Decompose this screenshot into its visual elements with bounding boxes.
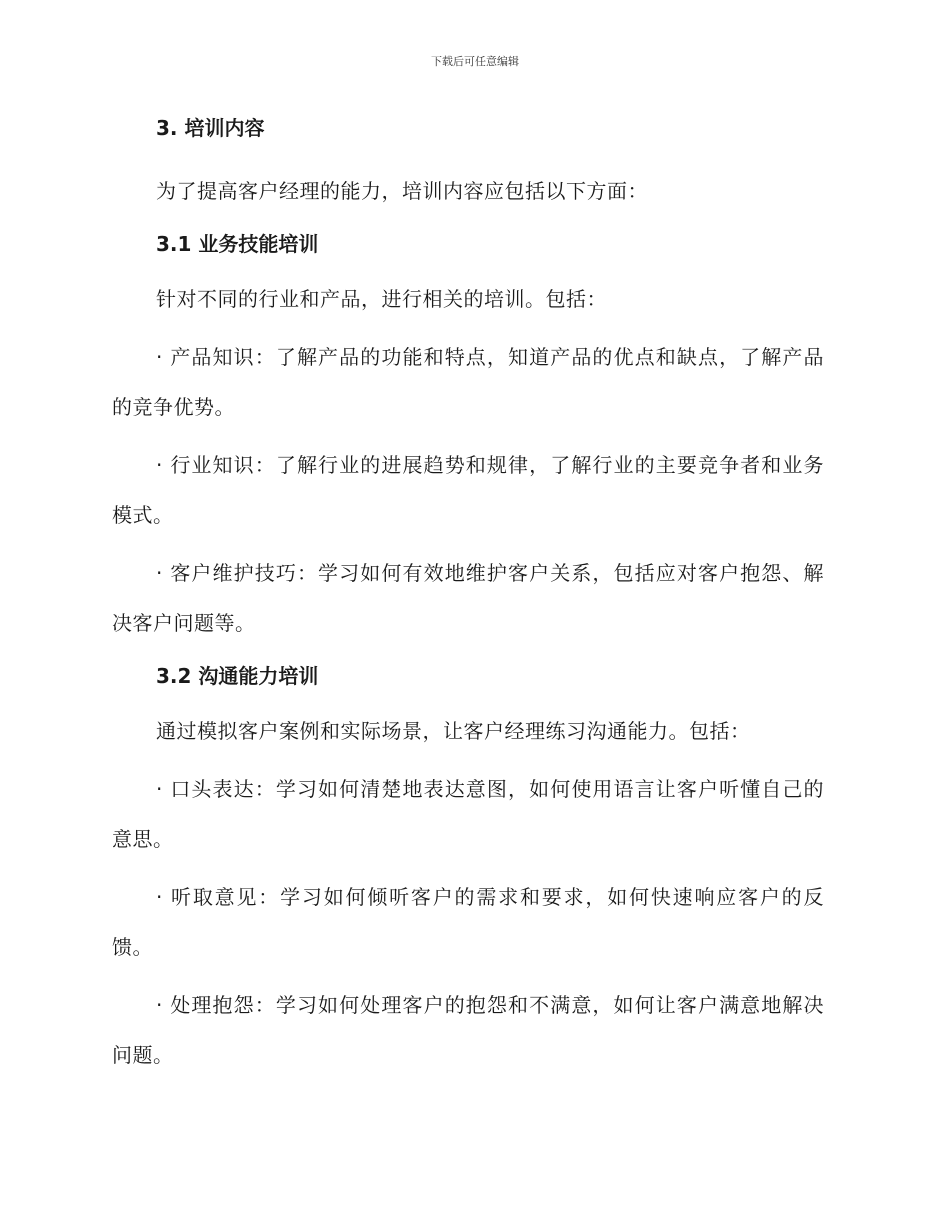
page-header: 下载后可任意编辑 xyxy=(431,55,519,68)
section-title: 3. 培训内容 xyxy=(156,116,265,140)
subsection-title-communication: 3.2 沟通能力培训 xyxy=(156,664,319,688)
document-body xyxy=(112,108,824,1080)
section-intro: 为了提高客户经理的能力，培训内容应包括以下方面： xyxy=(156,179,648,203)
list-item: · 处理抱怨：学习如何处理客户的抱怨和不满意，如何让客户满意地解决问题。 xyxy=(112,993,824,1067)
list-item: · 口头表达：学习如何清楚地表达意图，如何使用语言让客户听懂自己的意思。 xyxy=(112,777,824,851)
subsection-intro-communication: 通过模拟客户案例和实际场景，让客户经理练习沟通能力。包括： xyxy=(156,719,751,743)
subsection-title-business-skills: 3.1 业务技能培训 xyxy=(156,232,319,256)
list-item: · 听取意见：学习如何倾听客户的需求和要求，如何快速响应客户的反馈。 xyxy=(112,885,824,959)
subsection-intro-business-skills: 针对不同的行业和产品，进行相关的培训。包括： xyxy=(156,287,607,311)
list-item: · 客户维护技巧：学习如何有效地维护客户关系，包括应对客户抱怨、解决客户问题等。 xyxy=(112,561,824,635)
list-item: · 产品知识：了解产品的功能和特点，知道产品的优点和缺点，了解产品的竞争优势。 xyxy=(112,345,824,419)
list-item: · 行业知识：了解行业的进展趋势和规律，了解行业的主要竞争者和业务模式。 xyxy=(112,453,824,527)
